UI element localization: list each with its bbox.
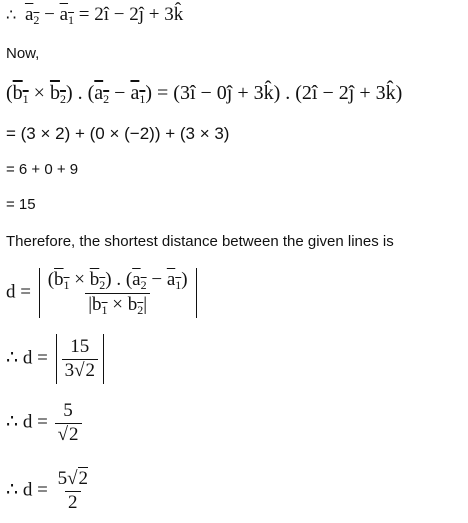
equation-a-difference: ∴ $a_2 - a_1$ = 2î − 2ĵ + 3k̂ — [6, 4, 184, 27]
step1-lhs: ∴ d = — [6, 347, 48, 369]
step3-lhs: ∴ d = — [6, 479, 48, 501]
distance-formula: d = $\frac{(b_1 \times b_2) . (a_2 - a_1)}{|b_1 \times b_2|}$ — [6, 268, 200, 318]
distance-step-3: ∴ d = $\frac{5√2}{2}$ — [6, 468, 88, 513]
equation-result: = 15 — [6, 196, 36, 213]
step1-numerator: 15 — [70, 335, 90, 357]
equation-expansion: = (3 × 2) + (0 × (−2)) + (3 × 3) — [6, 124, 230, 143]
distance-step-2: ∴ d = $\frac{5}{√2}$ — [6, 400, 84, 447]
therefore-text: Therefore, the shortest distance between the given lines is — [6, 233, 394, 250]
step2-numerator: 5 — [63, 400, 73, 421]
equation-sum: = 6 + 0 + 9 — [6, 161, 79, 178]
equation-dot-product: $(b_1 \times b_2)$ . $(a_2 - a_1)$ = (3î − 0ĵ + 3k̂) . (2î − 2ĵ + 3k̂) — [6, 82, 403, 106]
step3-denominator: 2 — [65, 491, 81, 515]
distance-lhs: d = — [6, 281, 31, 303]
step2-lhs: ∴ d = — [6, 411, 48, 433]
distance-step-1: ∴ d = $\frac{15}{3√2}$ — [6, 334, 107, 384]
now-label: Now, — [6, 45, 40, 62]
